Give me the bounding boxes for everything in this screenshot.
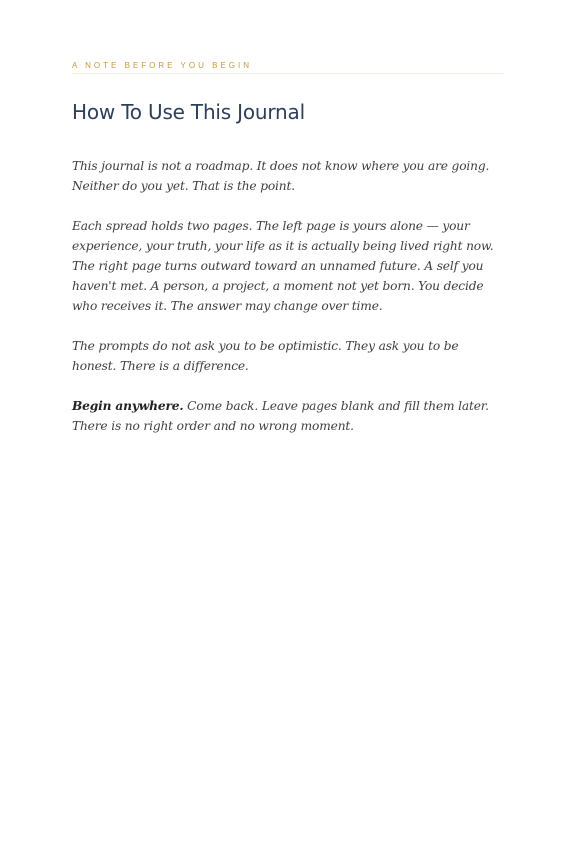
paragraph-line: The right page turns outward toward an unnamed future. A self you [72, 259, 484, 273]
paragraph-line: haven't met. A person, a project, a moment not yet born. You decide [72, 279, 484, 293]
header-divider [72, 73, 504, 74]
paragraph-line: Each spread holds two pages. The left page is yours alone — your [72, 219, 470, 233]
paragraph-line: This journal is not a roadmap. It does not know where you are going. [72, 159, 490, 173]
paragraph-line: There is no right order and no wrong moment. [72, 419, 354, 433]
paragraph-spreads [72, 216, 504, 316]
paragraph-begin [72, 396, 504, 436]
page-title: How To Use This Journal [72, 100, 305, 124]
paragraph-intro [72, 156, 504, 196]
section-eyebrow: A NOTE BEFORE YOU BEGIN [72, 61, 252, 70]
paragraph-line: experience, your truth, your life as it is actually being lived right now. [72, 239, 494, 253]
paragraph-text: Come back. Leave pages blank and fill them later. [183, 399, 489, 413]
begin-anywhere-emphasis: Begin anywhere. [72, 399, 184, 413]
paragraph-line: The prompts do not ask you to be optimistic. They ask you to be [72, 339, 459, 353]
paragraph-line [72, 396, 504, 416]
paragraph-prompts [72, 336, 504, 376]
paragraph-line: Neither do you yet. That is the point. [72, 179, 295, 193]
paragraph-line: who receives it. The answer may change over time. [72, 299, 383, 313]
paragraph-line: honest. There is a difference. [72, 359, 249, 373]
body-text [72, 156, 504, 456]
